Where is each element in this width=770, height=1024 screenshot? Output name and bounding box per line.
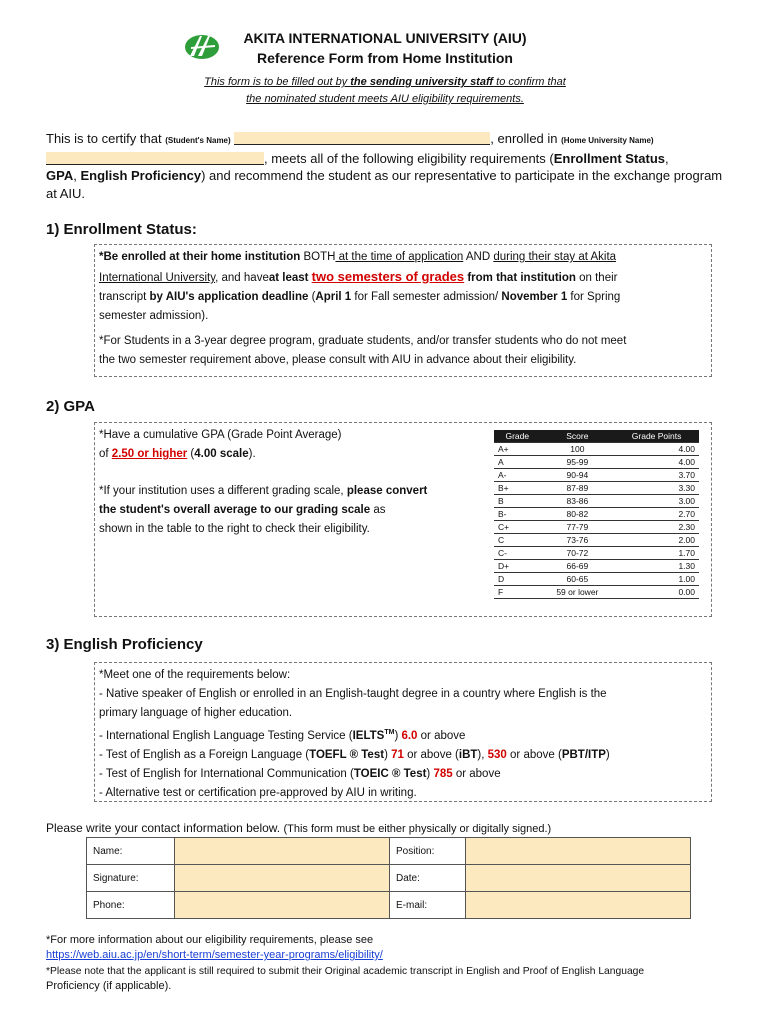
certification-statement: This is to certify that (Student's Name) , enrolled in (Home University Name) , meets all of the following eligibility requirements (Enrollment Status, GPA, English Proficiency) and recommend the student as our representative to participate in the exchange program at AIU. [46,131,723,201]
footer-info: *For more information about our eligibility requirements, please see [46,934,374,946]
eligibility-link[interactable]: https://web.aiu.ac.jp/en/short-term/semester-year-programs/eligibility/ [46,949,383,961]
grade-table-cell: C+ [494,521,541,534]
grade-table-cell: 87-89 [541,482,615,495]
grade-table-cell: 1.00 [614,573,699,586]
email-input[interactable] [466,892,691,919]
contact-table [86,837,691,919]
english-heading: 3) English Proficiency [46,636,203,653]
grade-table-cell: 0.00 [614,586,699,599]
grade-table-cell: 77-79 [541,521,615,534]
position-input[interactable] [466,838,691,865]
grade-table-cell: B [494,495,541,508]
grade-table-cell: 66-69 [541,560,615,573]
grade-table-row [494,586,699,599]
grade-table-cell: 2.30 [614,521,699,534]
grade-table-cell: 80-82 [541,508,615,521]
form-note-line-1: This form is to be filled out by the sending university staff to confirm that [204,76,566,88]
date-input[interactable] [466,865,691,892]
english-box: *Meet one of the requirements below: - Native speaker of English or enrolled in an English-taught degree in a country where English is the primary language of higher education. - International English Language Testing Service (IELTS™) 6.0 or above - Test of English as a Foreign Language (TOEFL ® Test) 71 or above (iBT), 530 or above (PBT/ITP) - Test of English for International Communication (TOEIC ® Test) 785 or above - Alternative test or certification pre-approved by AIU in writing. [94,662,712,802]
grade-table-row [494,482,699,495]
grade-table-row [494,534,699,547]
grade-table-row [494,469,699,482]
grade-table-row [494,443,699,456]
enrollment-box: *Be enrolled at their home institution BOTH at the time of application AND during their stay at Akita International University, and haveat least two semesters of grades from that institution on their transcript by AIU's application deadline (April 1 for Fall semester admission/ November 1 for Spring semester admission). *For Students in a 3-year degree program, graduate students, and/or transfer students who do not meet the two semester requirement above, please consult with AIU in advance about their eligibility. [94,244,712,377]
grade-table-cell: A+ [494,443,541,456]
grade-table-cell: 1.70 [614,547,699,560]
grade-table-cell: A [494,456,541,469]
name-input[interactable] [175,838,390,865]
grade-table-cell: 1.30 [614,560,699,573]
grade-table-row [494,560,699,573]
grade-conversion-table [494,430,699,599]
grade-table-header: Score [541,430,615,443]
contact-instructions: Please write your contact information below. (This form must be either physically or digitally signed.) [46,821,552,835]
grade-table-cell: C- [494,547,541,560]
grade-table-cell: D+ [494,560,541,573]
grade-table-cell: F [494,586,541,599]
enrollment-heading: 1) Enrollment Status: [46,221,197,238]
grade-table-cell: 4.00 [614,443,699,456]
grade-table-cell: 59 or lower [541,586,615,599]
grade-table-cell: 70-72 [541,547,615,560]
grade-table-cell: 3.70 [614,469,699,482]
phone-label: Phone: [87,892,175,919]
grade-table-row [494,521,699,534]
form-title: Reference Form from Home Institution [257,50,513,66]
grade-table-cell: 95-99 [541,456,615,469]
email-label: E-mail: [390,892,466,919]
position-label: Position: [390,838,466,865]
footer-note-line-1: *Please note that the applicant is still required to submit their Original academic transcript in English and Proof of English Language [46,966,645,977]
grade-table-cell: 73-76 [541,534,615,547]
grade-table-cell: 60-65 [541,573,615,586]
student-name-field[interactable] [234,132,490,145]
grade-table-row [494,456,699,469]
grade-table-cell: 4.00 [614,456,699,469]
home-university-field[interactable] [46,152,264,165]
grade-table-cell: 100 [541,443,615,456]
gpa-heading: 2) GPA [46,398,95,415]
grade-table-cell: 3.30 [614,482,699,495]
grade-table-row [494,547,699,560]
grade-table-cell: B+ [494,482,541,495]
gpa-box: *Have a cumulative GPA (Grade Point Average) of 2.50 or higher (4.00 scale). *If your institution uses a different grading scale, please convert the student's overall average to our grading scale as shown in the table to the right to check their eligibility. [94,422,712,617]
grade-table-cell: C [494,534,541,547]
grade-table-cell: 2.00 [614,534,699,547]
grade-table-row [494,573,699,586]
grade-table-cell: 2.70 [614,508,699,521]
university-title: AKITA INTERNATIONAL UNIVERSITY (AIU) [243,30,527,46]
grade-table-cell: D [494,573,541,586]
grade-table-cell: 83-86 [541,495,615,508]
signature-label: Signature: [87,865,175,892]
grade-table-cell: 90-94 [541,469,615,482]
grade-table-row [494,495,699,508]
grade-table-cell: A- [494,469,541,482]
name-label: Name: [87,838,175,865]
grade-table-cell: 3.00 [614,495,699,508]
signature-input[interactable] [175,865,390,892]
grade-table-header: Grade Points [614,430,699,443]
grade-table-row [494,508,699,521]
grade-table-cell: B- [494,508,541,521]
grade-table-header: Grade [494,430,541,443]
form-note-line-2: the nominated student meets AIU eligibility requirements. [246,93,524,105]
footer-note-line-2: Proficiency (if applicable). [46,980,172,992]
date-label: Date: [390,865,466,892]
phone-input[interactable] [175,892,390,919]
